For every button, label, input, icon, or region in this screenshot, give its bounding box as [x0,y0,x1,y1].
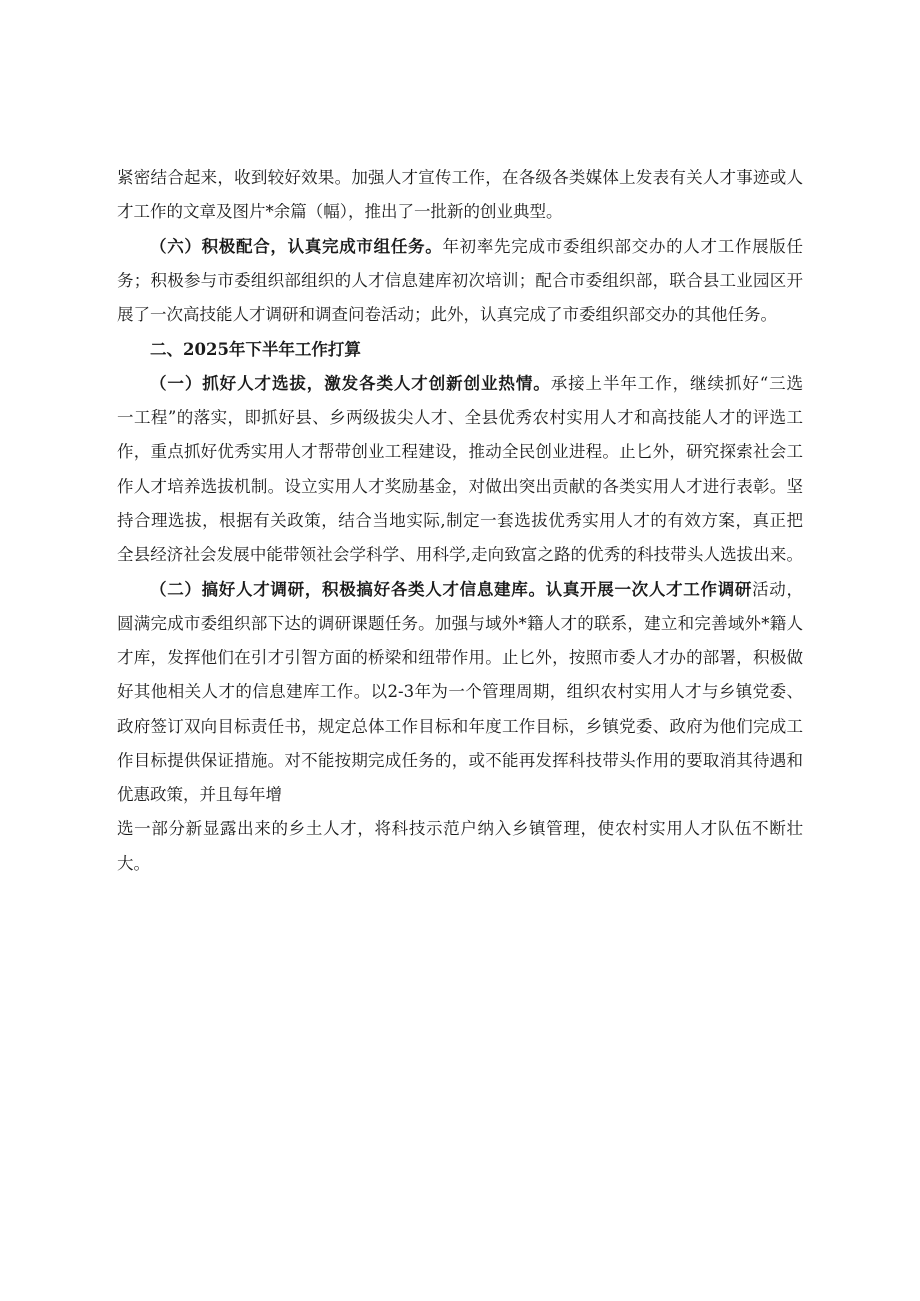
paragraph-line: 圆满完成市委组织部下达的调研课题任务。加强与域外*籍人才的联系，建立和完善域外*籍人 [117,614,803,633]
paragraph-line: 全县经济社会发展中能带领社会学科学、用科学,走向致富之路的优秀的科技带头人选拔出来。 [117,545,803,564]
paragraph-heading: （六）积极配合，认真完成市组任务。 [150,237,443,256]
paragraph-line: 政府签订双向目标责任书，规定总体工作目标和年度工作目标，乡镇党委、政府为他们完成工 [117,717,803,736]
paragraph-line: 才工作的文章及图片*余篇（幅），推出了一批新的创业典型。 [117,202,563,221]
paragraph-line: 选一部分新显露出来的乡土人才，将科技示范户纳入乡镇管理，使农村实用人才队伍不断壮 [117,819,803,838]
paragraph-line: 才库，发挥他们在引才引智方面的桥梁和纽带作用。止匕外，按照市委人才办的部署，积极做 [117,648,803,667]
paragraph-heading: （一）抓好人才选拔，激发各类人才创新创业热情。 [150,374,551,393]
paragraph-line: 作目标提供保证措施。对不能按期完成任务的，或不能再发挥科技带头作用的要取消其待遇和 [117,751,803,770]
paragraph-heading: （二）搞好人才调研，积极搞好各类人才信息建库。认真开展一次人才工作调研 [150,580,753,599]
paragraph-first-line [150,374,803,394]
paragraph-line: 务；积极参与市委组织部组织的人才信息建库初次培训；配合市委组织部，联合县工业园区开 [117,271,803,290]
paragraph-first-line [150,237,803,257]
section-heading: 二、2025年下半年工作打算 [150,340,361,359]
paragraph-line: 作人才培养选拔机制。设立实用人才奖励基金，对做出突出贡献的各类实用人才进行表彰。坚 [117,477,803,496]
paragraph-line: 持合理选拔，根据有关政策，结合当地实际,制定一套选拔优秀实用人才的有效方案，真正把 [117,511,803,530]
paragraph-line: 优惠政策，并且每年增 [117,785,282,804]
paragraph-line: 紧密结合起来，收到较好效果。加强人才宣传工作，在各级各类媒体上发表有关人才事迹或人 [117,168,803,187]
paragraph-line: 展了一次高技能人才调研和调查问卷活动；此外，认真完成了市委组织部交办的其他任务。 [117,305,777,324]
paragraph-line: 作，重点抓好优秀实用人才帮带创业工程建设，推动全民创业进程。止匕外，研究探索社会工 [117,442,803,461]
paragraph-text: 年初率先完成市委组织部交办的人才工作展版任 [442,237,804,256]
paragraph-line: 一工程”的落实，即抓好县、乡两级拔尖人才、全县优秀农村实用人才和高技能人才的评选工 [117,408,803,427]
paragraph-line: 大。 [117,854,150,873]
paragraph-text: 活动， [752,580,804,599]
paragraph-text: 承接上半年工作，继续抓好“三选 [550,374,804,393]
paragraph-line: 好其他相关人才的信息建库工作。以2-3年为一个管理周期，组织农村实用人才与乡镇党委、 [117,682,803,701]
paragraph-first-line [150,580,803,600]
